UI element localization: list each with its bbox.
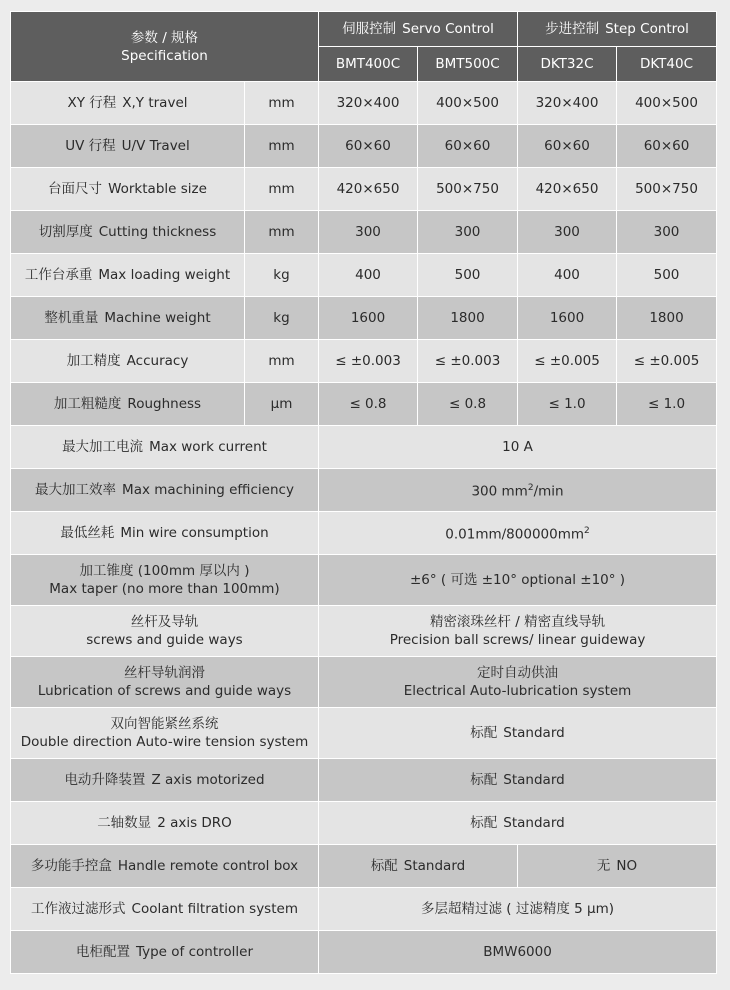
row-value: 定时自动供油 Electrical Auto-lubrication system: [319, 657, 717, 708]
table-row: [11, 469, 717, 512]
row-label: 工作台承重 Max loading weight: [11, 254, 245, 297]
row-value: 500×750: [617, 168, 717, 211]
row-value-step: 无 NO: [518, 845, 717, 888]
row-label: 整机重量 Machine weight: [11, 297, 245, 340]
row-value: 300: [319, 211, 418, 254]
row-value: 60×60: [617, 125, 717, 168]
spec-header-en: Specification: [121, 47, 208, 64]
row-unit: kg: [245, 254, 319, 297]
model-header: BMT500C: [418, 47, 518, 82]
row-label: 丝杆导轨润滑 Lubrication of screws and guide ways: [11, 657, 319, 708]
row-value: 1800: [418, 297, 518, 340]
row-value: 60×60: [518, 125, 617, 168]
row-value: ≤ ±0.003: [319, 340, 418, 383]
row-label: 工作液过滤形式 Coolant filtration system: [11, 888, 319, 931]
row-value: 60×60: [418, 125, 518, 168]
row-value: 多层超精过滤 ( 过滤精度 5 μm): [319, 888, 717, 931]
model-header: DKT40C: [617, 47, 717, 82]
table-row: [11, 254, 717, 297]
row-label: XY 行程 X,Y travel: [11, 82, 245, 125]
row-value: 500: [418, 254, 518, 297]
row-label: 多功能手控盒 Handle remote control box: [11, 845, 319, 888]
table-row: [11, 297, 717, 340]
table-row: [11, 426, 717, 469]
table-row: [11, 512, 717, 555]
row-unit: mm: [245, 125, 319, 168]
table-row: [11, 340, 717, 383]
table-row: [11, 211, 717, 254]
model-header: BMT400C: [319, 47, 418, 82]
row-value: 300: [518, 211, 617, 254]
spec-header-cn: 参数 / 规格: [130, 29, 199, 46]
row-label: 加工精度 Accuracy: [11, 340, 245, 383]
row-label: 切割厚度 Cutting thickness: [11, 211, 245, 254]
row-value: ≤ 1.0: [518, 383, 617, 426]
row-value: ≤ ±0.003: [418, 340, 518, 383]
row-label: 双向智能紧丝系统 Double direction Auto-wire tension system: [11, 708, 319, 759]
row-value: 1800: [617, 297, 717, 340]
table-row: [11, 383, 717, 426]
table-row: [11, 606, 717, 657]
spec-table-container: [10, 11, 716, 974]
table-row: [11, 82, 717, 125]
row-value: 420×650: [518, 168, 617, 211]
row-value: BMW6000: [319, 931, 717, 974]
row-label: 最大加工效率 Max machining efficiency: [11, 469, 319, 512]
row-value: 60×60: [319, 125, 418, 168]
row-unit: mm: [245, 340, 319, 383]
table-row: [11, 888, 717, 931]
row-value: 500: [617, 254, 717, 297]
row-value: 10 A: [319, 426, 717, 469]
row-value: 400×500: [617, 82, 717, 125]
row-value: ≤ 0.8: [319, 383, 418, 426]
row-value: 400: [319, 254, 418, 297]
header-row-groups: [11, 12, 717, 47]
row-label: 最低丝耗 Min wire consumption: [11, 512, 319, 555]
servo-control-header: [319, 12, 518, 47]
row-unit: mm: [245, 211, 319, 254]
row-unit: μm: [245, 383, 319, 426]
row-value: 300: [617, 211, 717, 254]
row-value: 标配 Standard: [319, 802, 717, 845]
step-header-en: Step Control: [605, 21, 689, 37]
table-row: [11, 657, 717, 708]
row-unit: mm: [245, 168, 319, 211]
row-label: 二轴数显 2 axis DRO: [11, 802, 319, 845]
row-unit: kg: [245, 297, 319, 340]
row-unit: mm: [245, 82, 319, 125]
servo-header-cn: 伺服控制: [342, 21, 397, 37]
row-value: 标配 Standard: [319, 708, 717, 759]
step-header-cn: 步进控制: [545, 21, 600, 37]
table-row: [11, 802, 717, 845]
row-value: 300 $mm^2/\min$: [319, 469, 717, 512]
servo-header-en: Servo Control: [402, 21, 494, 37]
table-row: [11, 708, 717, 759]
model-header: DKT32C: [518, 47, 617, 82]
row-label: 加工粗糙度 Roughness: [11, 383, 245, 426]
row-value-servo: 标配 Standard: [319, 845, 518, 888]
row-label: 最大加工电流 Max work current: [11, 426, 319, 469]
row-value: 1600: [319, 297, 418, 340]
specification-table: [10, 11, 717, 974]
row-value: 精密滚珠丝杆 / 精密直线导轨 Precision ball screws/ linear guideway: [319, 606, 717, 657]
row-label: UV 行程 U/V Travel: [11, 125, 245, 168]
row-label: 加工锥度 (100mm 厚以内 ) Max taper (no more than 100mm): [11, 555, 319, 606]
row-value: 420×650: [319, 168, 418, 211]
row-value: ≤ 0.8: [418, 383, 518, 426]
row-value: 500×750: [418, 168, 518, 211]
row-value: 300: [418, 211, 518, 254]
row-value: ≤ ±0.005: [518, 340, 617, 383]
row-value: 320×400: [319, 82, 418, 125]
row-value: 标配 Standard: [319, 759, 717, 802]
row-value: 400×500: [418, 82, 518, 125]
row-label: 电动升降装置 Z axis motorized: [11, 759, 319, 802]
table-row: [11, 845, 717, 888]
row-value: ±6° ( 可选 ±10° optional ±10° ): [319, 555, 717, 606]
step-control-header: [518, 12, 717, 47]
table-row: [11, 555, 717, 606]
table-row: [11, 168, 717, 211]
row-label: 丝杆及导轨 screws and guide ways: [11, 606, 319, 657]
table-row: [11, 931, 717, 974]
row-value: ≤ ±0.005: [617, 340, 717, 383]
row-value: $0.01mm/800000mm^2$: [319, 512, 717, 555]
row-label: 台面尺寸 Worktable size: [11, 168, 245, 211]
table-row: [11, 759, 717, 802]
row-value: ≤ 1.0: [617, 383, 717, 426]
row-value: 320×400: [518, 82, 617, 125]
table-row: [11, 125, 717, 168]
row-value: 400: [518, 254, 617, 297]
row-value: 1600: [518, 297, 617, 340]
specification-header: [11, 12, 319, 82]
row-label: 电柜配置 Type of controller: [11, 931, 319, 974]
